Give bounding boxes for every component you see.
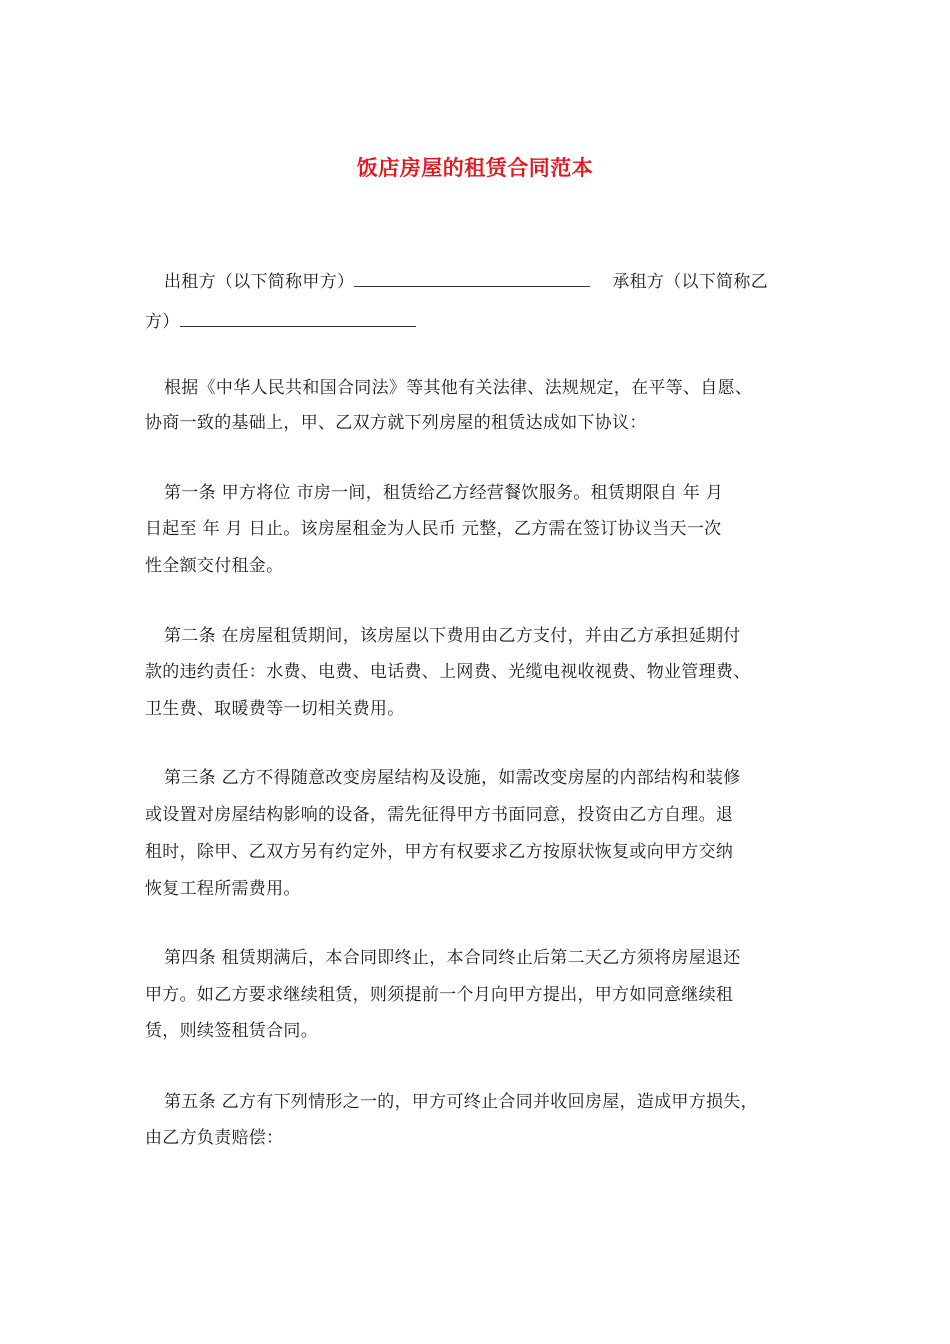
article5-line: 由乙方负责赔偿： (145, 1128, 284, 1148)
lessor-label: 出租方（以下简称甲方） (164, 272, 355, 292)
lessee-blank (180, 308, 416, 327)
article1-line: 第一条 甲方将位 市房一间，租赁给乙方经营餐饮服务。租赁期限自 年 月 (164, 483, 724, 503)
article1-line: 性全额交付租金。 (145, 556, 284, 576)
parties-line-2 (145, 308, 416, 334)
article2-line: 卫生费、取暖费等一切相关费用。 (145, 699, 405, 719)
article1-line: 日起至 年 月 日止。该房屋租金为人民币 元整，乙方需在签订协议当天一次 (145, 519, 722, 539)
document-title: 饭店房屋的租赁合同范本 (356, 155, 594, 180)
parties-line-1 (164, 268, 768, 294)
article4-line: 第四条 租赁期满后，本合同即终止，本合同终止后第二天乙方须将房屋退还 (164, 948, 741, 968)
article3-line: 恢复工程所需费用。 (145, 879, 301, 899)
article5-line: 第五条 乙方有下列情形之一的，甲方可终止合同并收回房屋，造成甲方损失， (164, 1092, 758, 1112)
article2-line: 第二条 在房屋租赁期间，该房屋以下费用由乙方支付，并由乙方承担延期付 (164, 626, 741, 646)
lessee-label-cont: 方） (145, 312, 180, 332)
lessee-label: 承租方（以下简称乙 (612, 272, 769, 292)
lessor-blank (354, 268, 590, 287)
article3-line: 第三条 乙方不得随意改变房屋结构及设施，如需改变房屋的内部结构和装修 (164, 768, 741, 788)
intro-line: 根据《中华人民共和国合同法》等其他有关法律、法规规定，在平等、自愿、 (164, 378, 753, 398)
article4-line: 甲方。如乙方要求继续租赁，则须提前一个月向甲方提出，甲方如同意继续租 (145, 985, 734, 1005)
article3-line: 或设置对房屋结构影响的设备，需先征得甲方书面同意，投资由乙方自理。退 (145, 805, 734, 825)
article3-line: 租时，除甲、乙双方另有约定外，甲方有权要求乙方按原状恢复或向甲方交纳 (145, 842, 734, 862)
article4-line: 赁，则续签租赁合同。 (145, 1021, 318, 1041)
article2-line: 款的违约责任：水费、电费、电话费、上网费、光缆电视收视费、物业管理费、 (145, 662, 751, 682)
intro-line: 协商一致的基础上，甲、乙双方就下列房屋的租赁达成如下协议： (145, 413, 647, 433)
